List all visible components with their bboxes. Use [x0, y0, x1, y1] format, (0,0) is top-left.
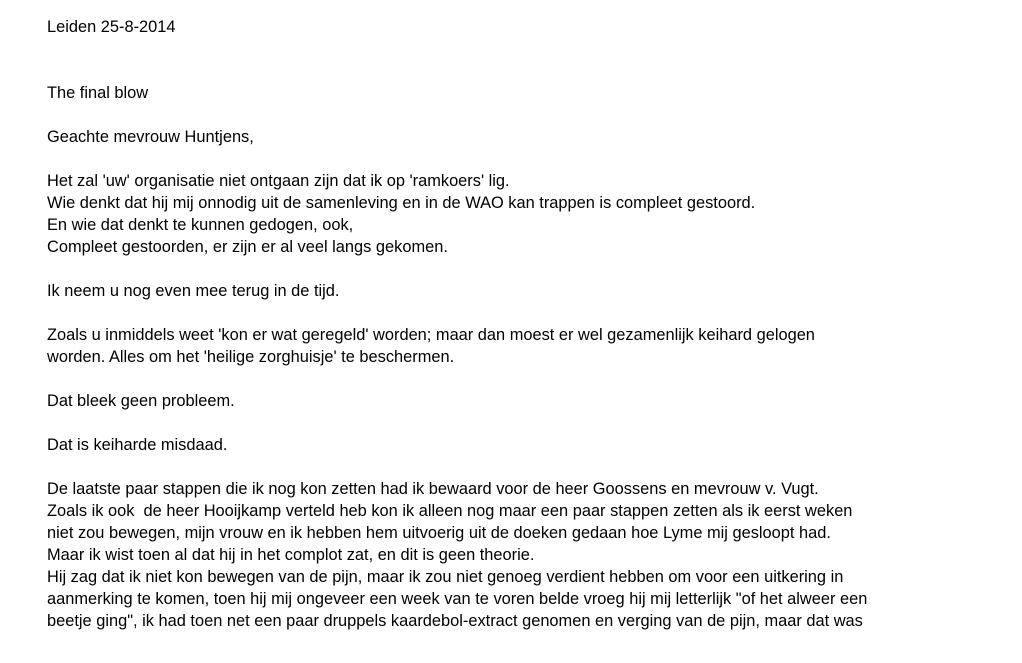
paragraph-line: Ik neem u nog even mee terug in de tijd.: [47, 282, 340, 300]
paragraph-line: aanmerking te komen, toen hij mij ongeveer een week van te voren belde vroeg hij mij letterlijk "of het alweer een: [47, 590, 868, 608]
paragraph-line: De laatste paar stappen die ik nog kon zetten had ik bewaard voor de heer Goossens en mevrouw v. Vugt.: [47, 480, 819, 498]
letter-title: The final blow: [47, 84, 149, 102]
paragraph-line: Maar ik wist toen al dat hij in het complot zat, en dit is geen theorie.: [47, 546, 535, 564]
date-line: Leiden 25-8-2014: [47, 18, 176, 36]
paragraph-line: Wie denkt dat hij mij onnodig uit de samenleving en in de WAO kan trappen is compleet gestoord.: [47, 194, 756, 212]
paragraph-line: Dat bleek geen probleem.: [47, 392, 235, 410]
paragraph-line: Het zal 'uw' organisatie niet ontgaan zijn dat ik op 'ramkoers' lig.: [47, 172, 510, 190]
paragraph-line: niet zou bewegen, mijn vrouw en ik hebben hem uitvoerig uit de doeken gedaan hoe Lyme mij gesloopt had.: [47, 524, 831, 542]
paragraph-line: Zoals u inmiddels weet 'kon er wat geregeld' worden; maar dan moest er wel gezamenlijk keihard gelogen: [47, 326, 815, 344]
paragraph-line: Hij zag dat ik niet kon bewegen van de pijn, maar ik zou niet genoeg verdient hebben om voor een uitkering in: [47, 568, 844, 586]
paragraph-line: Dat is keiharde misdaad.: [47, 436, 228, 454]
paragraph-line: Compleet gestoorden, er zijn er al veel langs gekomen.: [47, 238, 448, 256]
paragraph-line: beetje ging", ik had toen net een paar druppels kaardebol-extract genomen en verging van de pijn, maar dat was: [47, 612, 863, 630]
paragraph-line: worden. Alles om het 'heilige zorghuisje' te beschermen.: [47, 348, 455, 366]
paragraph-line: Zoals ik ook de heer Hooijkamp verteld heb kon ik alleen nog maar een paar stappen zetten als ik eerst weken: [47, 502, 853, 520]
salutation: Geachte mevrouw Huntjens,: [47, 128, 254, 146]
paragraph-line: En wie dat denkt te kunnen gedogen, ook,: [47, 216, 354, 234]
